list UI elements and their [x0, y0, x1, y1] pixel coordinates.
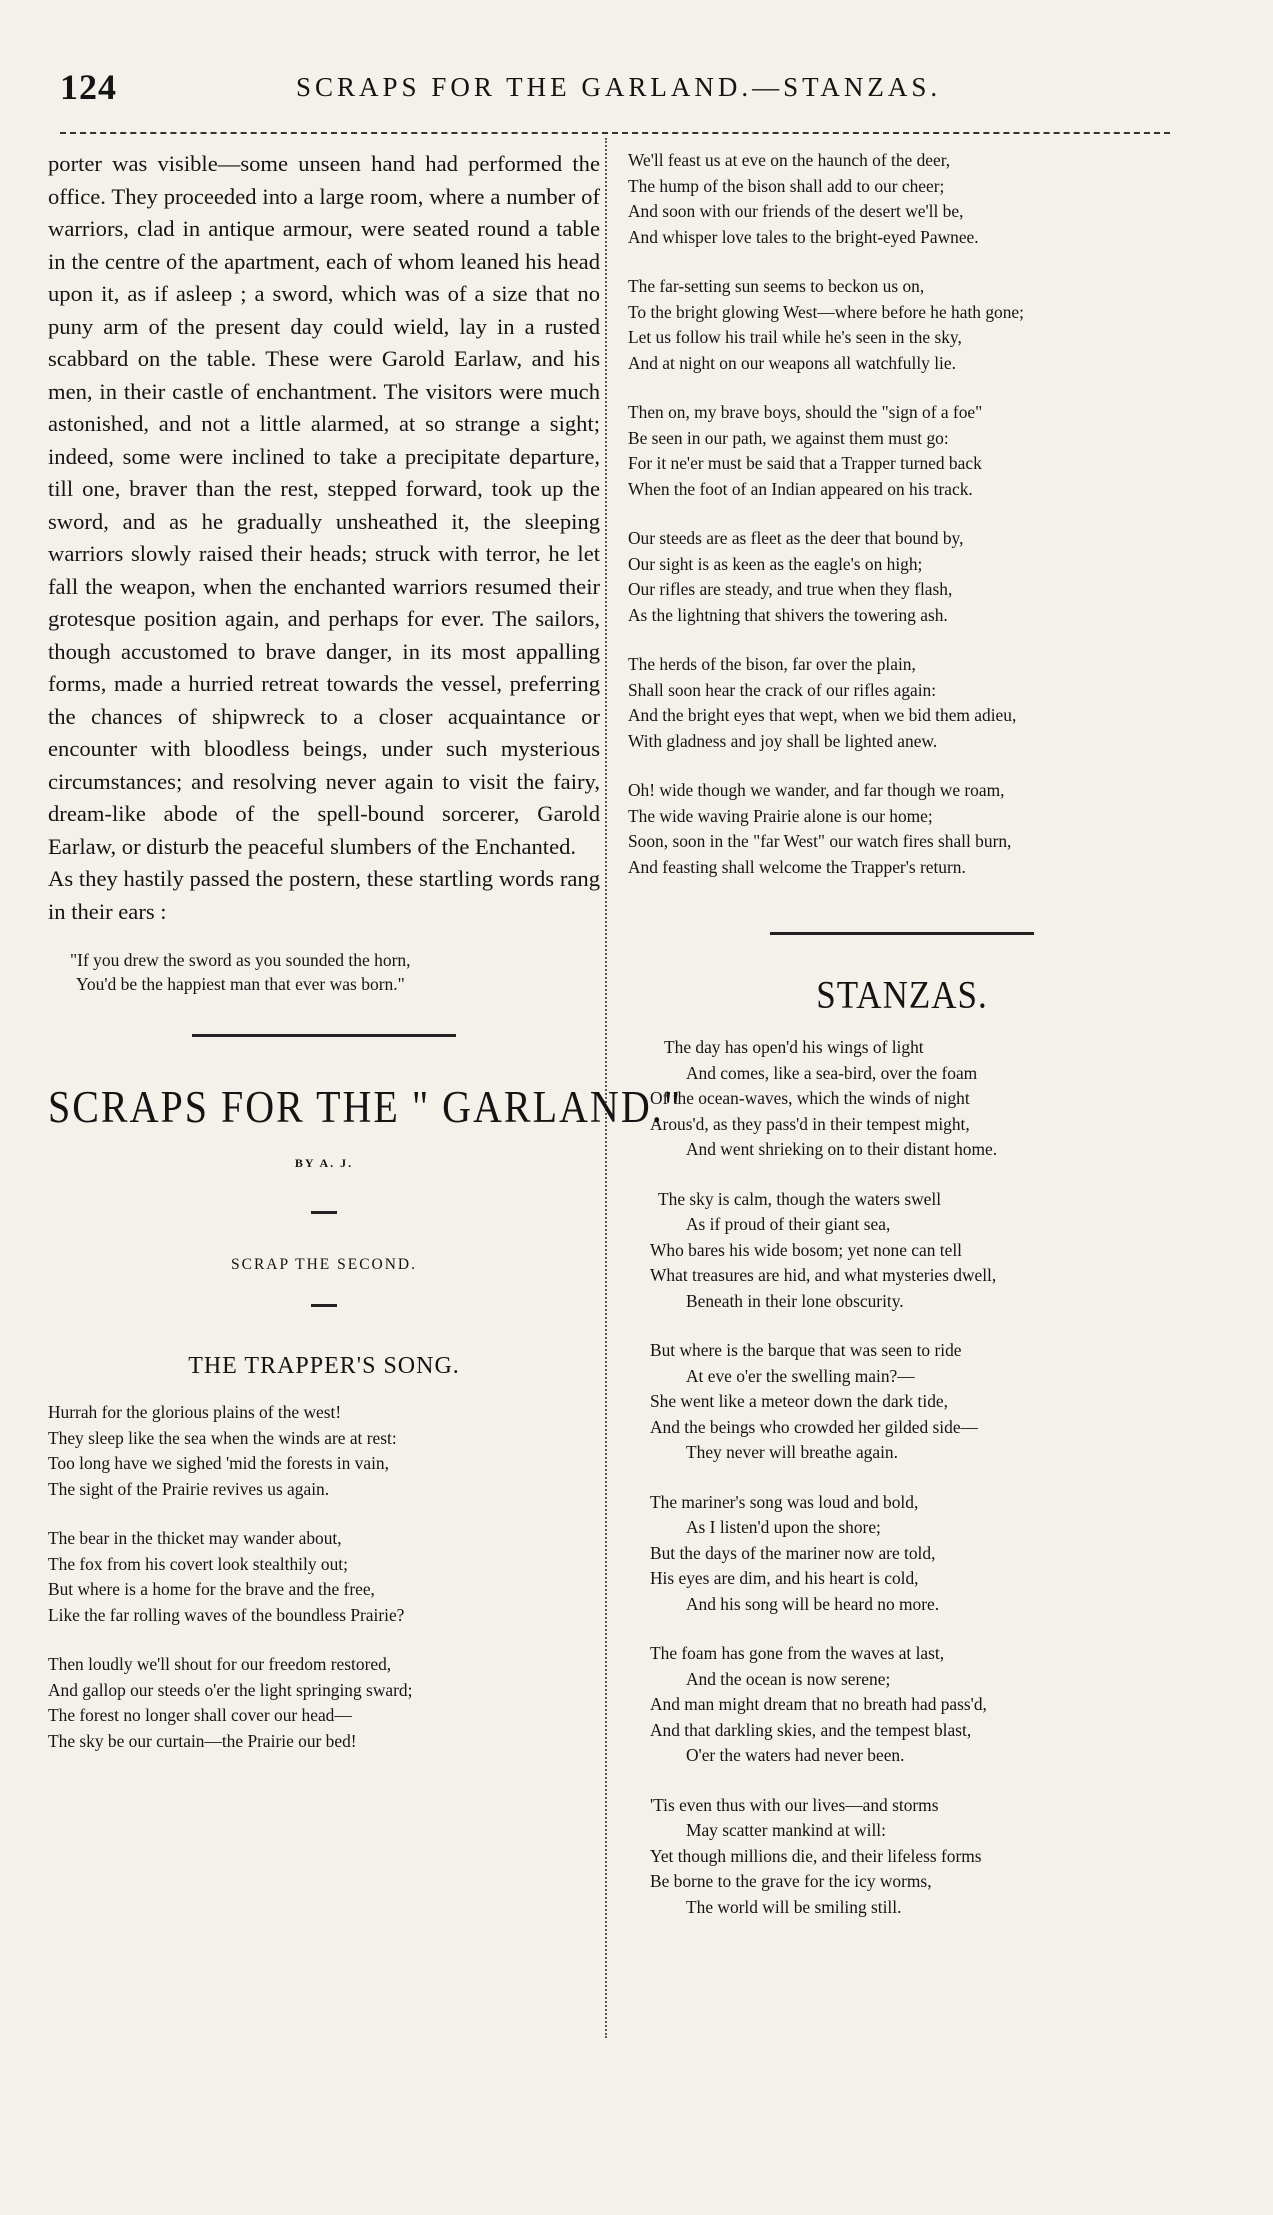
song-stanza — [48, 1526, 600, 1628]
poem-line: For it ne'er must be said that a Trapper turned back — [628, 453, 982, 473]
poem-line: The forest no longer shall cover our head— — [48, 1705, 352, 1725]
song-stanza — [48, 1652, 600, 1754]
quote-line: You'd be the happiest man that ever was born." — [76, 974, 405, 994]
poem-line: And at night on our weapons all watchfully lie. — [628, 352, 956, 373]
poem-line: And went shrieking on to their distant home. — [686, 1139, 998, 1159]
song-stanza — [628, 400, 1176, 502]
poem-line: Beneath in their lone obscurity. — [686, 1290, 904, 1311]
page-number: 124 — [60, 67, 117, 107]
poem-line: The hump of the bison shall add to our cheer; — [628, 175, 945, 196]
story-paragraph: porter was visible—some unseen hand had performed the office. They proceeded into a large room, where a number of warriors, clad in antique armour, were seated round a table in the centre of the apartment, each of whom leaned his head upon it, as if asleep ; a sword, which was of a size that no puny arm of the present day could wield, lay in a rusted scabbard on the table. These were Garold Earlaw, and his men, in their castle of enchantment. The visitors were much astonished, and not a little alarmed, at so strange a sight; indeed, some were inclined to take a precipitate departure, till one, braver than the rest, stepped forward, took up the sword, and as he gradually unsheathed it, the sleeping warriors slowly raised their heads; struck with terror, he let fall the weapon, when the enchanted warriors resumed their grotesque position again, and perhaps for ever. The sailors, though accustomed to brave danger, in its most appalling forms, made a hurried retreat towards the vessel, preferring the chances of shipwreck to a closer acquaintance or encounter with bloodless beings, under such mysterious circumstances; and resolving never again to visit the fairy, dream-like abode of the spell-bound sorcerer, Garold Earlaw, or disturb the peaceful slumbers of the Enchanted. — [48, 151, 600, 859]
trappers-song-left — [48, 1400, 600, 1754]
poem-line: We'll feast us at eve on the haunch of the deer, — [628, 150, 951, 170]
poem-line: Then on, my brave boys, should the "sign of a foe" — [628, 402, 983, 422]
poem-line: They never will breathe again. — [686, 1442, 898, 1462]
poem-line: The world will be smiling still. — [686, 1896, 902, 1917]
poem-line: Our rifles are steady, and true when they flash, — [628, 579, 953, 599]
poem-line: Hurrah for the glorious plains of the west! — [48, 1402, 342, 1422]
poem-line: But where is a home for the brave and the free, — [48, 1579, 375, 1599]
poem-line: Yet though millions die, and their lifeless forms — [650, 1845, 982, 1866]
poem-line: Our steeds are as fleet as the deer that bound by, — [628, 528, 964, 548]
poem-stanza — [650, 1338, 1176, 1466]
poem-stanza — [650, 1490, 1176, 1618]
running-head: SCRAPS FOR THE GARLAND.—STANZAS. — [296, 72, 942, 102]
poem-line: Our sight is as keen as the eagle's on high; — [628, 553, 923, 574]
dash-rule — [311, 1304, 337, 1307]
story-paragraph: As they hastily passed the postern, these startling words rang in their ears : — [48, 866, 600, 924]
poem-line: 'Tis even thus with our lives—and storms — [650, 1794, 939, 1815]
poem-line: Arous'd, as they pass'd in their tempest might, — [650, 1113, 970, 1134]
song-stanza — [628, 526, 1176, 628]
song-stanza — [628, 652, 1176, 754]
byline: BY A. J. — [294, 1156, 354, 1170]
poem-line: The fox from his covert look stealthily out; — [48, 1553, 348, 1574]
poem-line: As the lightning that shivers the towering ash. — [628, 604, 948, 625]
poem-line: Oh! wide though we wander, and far though we roam, — [628, 780, 1005, 800]
trappers-song-right — [628, 148, 1176, 880]
poem-line: What treasures are hid, and what mysteries dwell, — [650, 1265, 997, 1285]
poem-line: As if proud of their giant sea, — [686, 1214, 891, 1234]
song-stanza — [628, 778, 1176, 880]
article-title: SCRAPS FOR THE " GARLAND." — [48, 1080, 683, 1133]
poem-line: Let us follow his trail while he's seen in the sky, — [628, 327, 962, 347]
poem-line: Too long have we sighed 'mid the forests in vain, — [48, 1453, 389, 1473]
poem-line: The herds of the bison, far over the plain, — [628, 654, 916, 674]
poem-line: And feasting shall welcome the Trapper's return. — [628, 856, 966, 877]
poem-line: Who bares his wide bosom; yet none can tell — [650, 1239, 962, 1260]
poem-line: To the bright glowing West—where before he hath gone; — [628, 301, 1024, 322]
poem-stanza — [650, 1187, 1176, 1315]
poem-line: And soon with our friends of the desert we'll be, — [628, 201, 964, 221]
header-rule — [60, 132, 1170, 134]
poem-line: They sleep like the sea when the winds are at rest: — [48, 1427, 397, 1448]
poem-line: Shall soon hear the crack of our rifles again: — [628, 679, 937, 700]
poem-line: And that darkling skies, and the tempest blast, — [650, 1719, 972, 1740]
couplet-quote — [70, 948, 600, 996]
poem-line: But the days of the mariner now are told, — [650, 1542, 936, 1563]
poem-line: Like the far rolling waves of the boundless Prairie? — [48, 1604, 405, 1625]
poem-line: The sky is calm, though the waters swell — [658, 1188, 942, 1209]
poem-line: O'er the waters had never been. — [686, 1745, 905, 1765]
poem-line: The sky be our curtain—the Prairie our bed! — [48, 1730, 357, 1751]
poem-line: The wide waving Prairie alone is our home; — [628, 805, 933, 826]
song-stanza — [628, 274, 1176, 376]
scrap-heading: SCRAP THE SECOND. — [230, 1256, 418, 1273]
poem-line: And gallop our steeds o'er the light springing sward; — [48, 1679, 413, 1700]
stanzas-title: STANZAS. — [816, 972, 988, 1017]
poem-line: Of the ocean-waves, which the winds of night — [650, 1088, 970, 1108]
poem-line: The sight of the Prairie revives us again. — [48, 1478, 330, 1499]
poem-line: And comes, like a sea-bird, over the foam — [686, 1062, 978, 1083]
poem-line: Soon, soon in the "far West" our watch fires shall burn, — [628, 831, 1012, 851]
poem-line: And the beings who crowded her gilded side— — [650, 1416, 978, 1437]
poem-line: When the foot of an Indian appeared on his track. — [628, 478, 973, 499]
page-header — [60, 66, 1170, 114]
poem-line: With gladness and joy shall be lighted anew. — [628, 730, 938, 751]
song-stanza — [628, 148, 1176, 250]
poem-line: And man might dream that no breath had pass'd, — [650, 1694, 987, 1714]
right-column — [628, 148, 1176, 1920]
poem-line: And the ocean is now serene; — [686, 1668, 891, 1689]
song-stanza — [48, 1400, 600, 1502]
poem-line: The far-setting sun seems to beckon us on, — [628, 276, 925, 296]
poem-line: The day has open'd his wings of light — [664, 1037, 924, 1057]
poem-line: Then loudly we'll shout for our freedom restored, — [48, 1654, 392, 1674]
poem-line: May scatter mankind at will: — [686, 1820, 886, 1840]
poem-stanza — [650, 1641, 1176, 1769]
poem-stanza — [650, 1035, 1176, 1163]
poem-line: But where is the barque that was seen to ride — [650, 1340, 962, 1360]
poem-line: As I listen'd upon the shore; — [686, 1517, 881, 1537]
stanzas-poem — [650, 1035, 1176, 1920]
song-title: THE TRAPPER'S SONG. — [188, 1353, 460, 1379]
section-rule — [192, 1034, 456, 1037]
section-rule — [770, 932, 1034, 935]
poem-line: And his song will be heard no more. — [686, 1593, 940, 1614]
poem-stanza — [650, 1793, 1176, 1921]
quote-line: "If you drew the sword as you sounded the horn, — [70, 950, 411, 970]
poem-line: Be seen in our path, we against them must go: — [628, 427, 949, 448]
poem-line: She went like a meteor down the dark tide, — [650, 1391, 948, 1411]
poem-line: At eve o'er the swelling main?— — [686, 1365, 915, 1386]
poem-line: And the bright eyes that wept, when we bid them adieu, — [628, 705, 1017, 725]
poem-line: The mariner's song was loud and bold, — [650, 1491, 919, 1512]
poem-line: And whisper love tales to the bright-eyed Pawnee. — [628, 226, 979, 247]
dash-rule — [311, 1211, 337, 1214]
left-column — [48, 148, 683, 1754]
poem-line: The bear in the thicket may wander about, — [48, 1528, 342, 1548]
poem-line: The foam has gone from the waves at last, — [650, 1643, 945, 1663]
poem-line: His eyes are dim, and his heart is cold, — [650, 1568, 919, 1588]
poem-line: Be borne to the grave for the icy worms, — [650, 1871, 932, 1891]
